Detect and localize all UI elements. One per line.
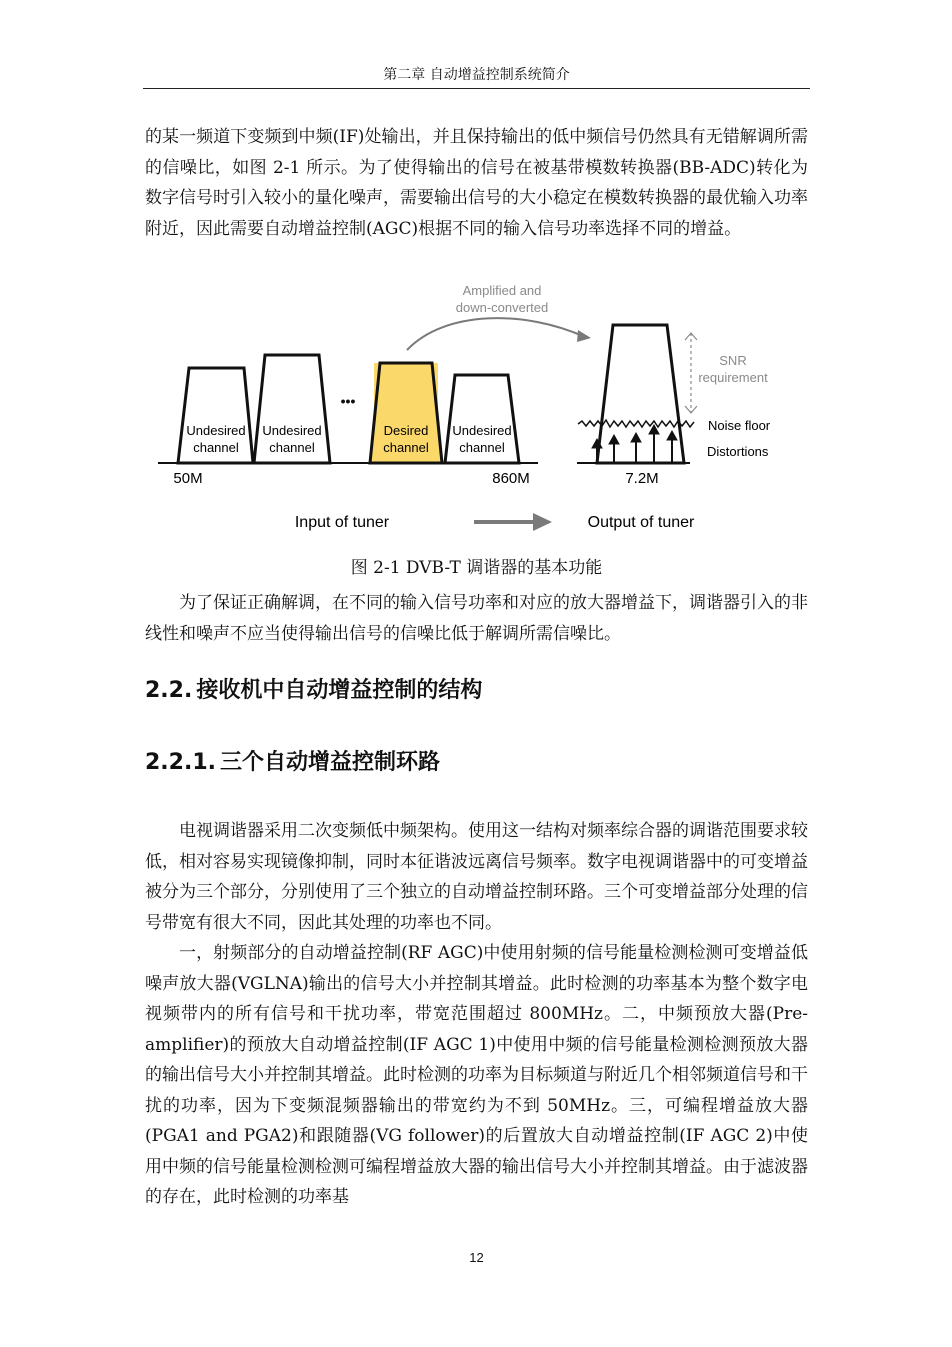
figure-caption: 图 2-1 DVB-T 调谐器的基本功能 (350, 558, 603, 578)
freq-label-if: 7.2M (625, 470, 659, 487)
section-title: 三个自动增益控制环路 (220, 750, 441, 775)
output-of-tuner-label: Output of tuner (587, 514, 695, 531)
channel-label-4-line1: Undesired (452, 423, 512, 438)
freq-label-start: 50M (173, 470, 203, 487)
header-rule (143, 88, 810, 89)
section-number: 2.2. (145, 678, 193, 703)
channel-label-2-line1: Undesired (262, 423, 322, 438)
channel-label-1-line2: channel (193, 440, 239, 455)
distortions-label: Distortions (707, 444, 769, 459)
input-of-tuner-label: Input of tuner (294, 514, 390, 531)
curved-arrow-head (577, 330, 591, 342)
channel-ellipsis: ••• (340, 393, 356, 409)
annotation-down-converted: down-converted (455, 300, 549, 315)
section-title: 接收机中自动增益控制的结构 (196, 678, 483, 703)
annotation-amplified: Amplified and (462, 283, 542, 298)
curved-arrow-line (407, 318, 585, 350)
section-number: 2.2.1. (145, 750, 216, 775)
tuner-flow-arrow-head (533, 513, 552, 531)
channel-label-2-line2: channel (269, 440, 315, 455)
channel-label-4-line2: channel (459, 440, 505, 455)
channel-label-1-line1: Undesired (186, 423, 246, 438)
channel-label-desired-line2: channel (383, 440, 429, 455)
snr-label-line2: requirement (698, 370, 768, 385)
paragraph-body-2: 一，射频部分的自动增益控制(RF AGC)中使用射频的信号能量检测检测可变增益低噪声放大器(VGLNA)输出的信号大小并控制其增益。此时检测的功率基本为整个数字电视频带内的所有信号和干扰功率，带宽范围超过 800MHz。二，中频预放大器(Pre-amplifier)的预放大自动增益控制(IF AGC 1)中使用中频的信号能量检测检测预放大器的输出信号大小并控制其增益。此时检测的功率为目标频道与附近几个相邻频道信号和干扰的功率，因为下变频混频器输出的带宽约为不到 50MHz。三，可编程增益放大器(PGA1 and PGA2)和跟随器(VG follower)的后置放大自动增益控制(IF AGC 2)中使用中频的信号能量检测检测可编程增益放大器的输出信号大小并控制其增益。由于滤波器的存在，此时检测的功率基 (145, 943, 808, 1207)
noise-floor-label: Noise floor (708, 418, 771, 433)
paragraph-body-1: 电视调谐器采用二次变频低中频架构。使用这一结构对频率综合器的调谐范围要求较低，相对容易实现镜像抑制，同时本征谐波远离信号频率。数字电视调谐器中的可变增益被分为三个部分，分别使用了三个独立的自动增益控制环路。三个可变增益部分处理的信号带宽有很大不同，因此其处理的功率也不同。 (145, 821, 808, 933)
paragraph-after-figure: 为了保证正确解调，在不同的输入信号功率和对应的放大器增益下，调谐器引入的非线性和噪声不应当使得输出信号的信噪比低于解调所需信噪比。 (145, 593, 808, 644)
section-heading-2-2-1 (145, 749, 440, 777)
page-number: 12 (469, 1250, 484, 1265)
snr-label-line1: SNR (719, 353, 747, 368)
figure-dvbt-tuner (145, 280, 810, 540)
figure-diagram (145, 280, 810, 540)
paragraph-intro: 的某一频道下变频到中频(IF)处输出，并且保持输出的低中频信号仍然具有无错解调所需的信噪比，如图 2-1 所示。为了使得输出的信号在被基带模数转换器(BB-ADC)转化为数字信号时引入较小的量化噪声，需要输出信号的大小稳定在模数转换器的最优输入功率附近，因此需要自动增益控制(AGC)根据不同的输入信号功率选择不同的增益。 (145, 127, 808, 239)
section-heading-2-2 (145, 677, 482, 705)
running-header: 第二章 自动增益控制系统简介 (383, 67, 570, 83)
freq-label-end: 860M (492, 470, 530, 487)
channel-label-desired-line1: Desired (383, 423, 429, 438)
